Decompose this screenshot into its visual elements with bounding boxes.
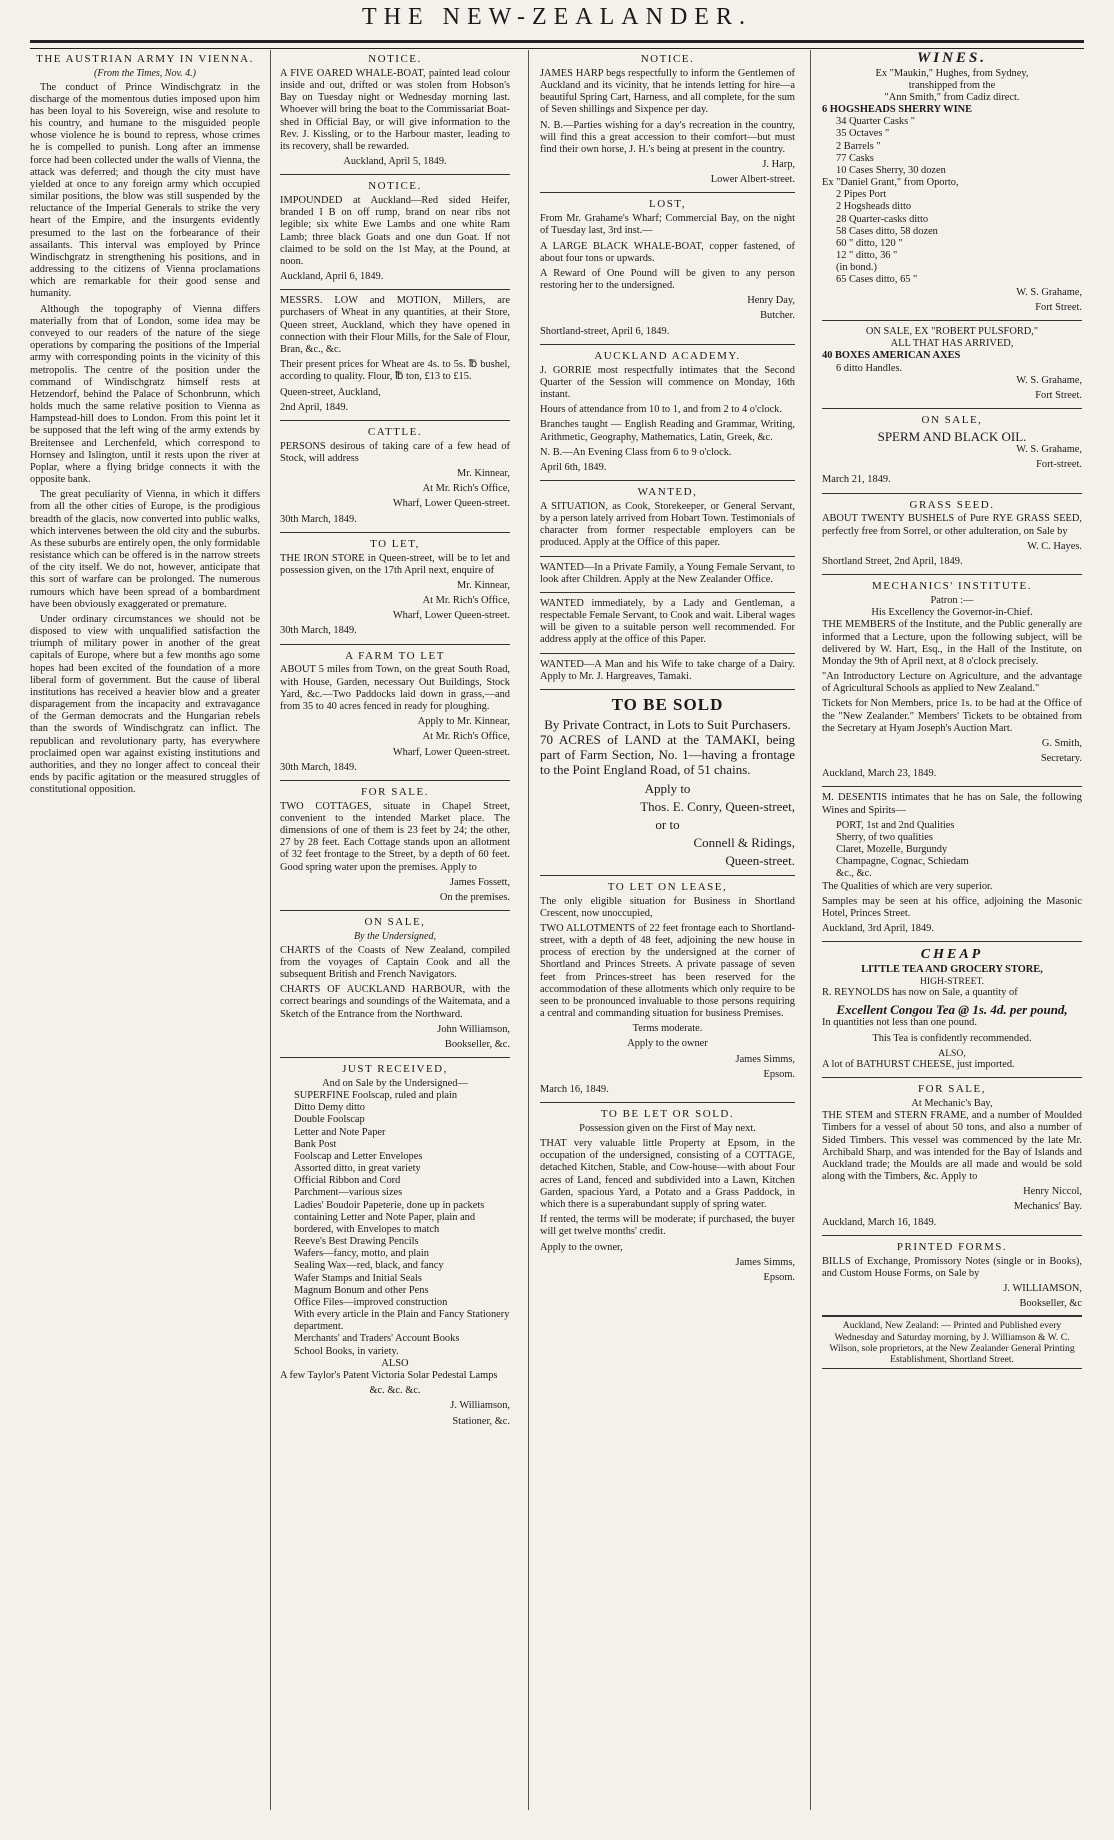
- ad-subheading: At Mechanic's Bay,: [911, 1098, 993, 1110]
- column-4: [822, 50, 1082, 1840]
- ad-line: 10 Cases Sherry, 30 dozen: [836, 164, 946, 176]
- ad-heading: WINES.: [916, 50, 988, 66]
- ad-patron: Patron :—: [930, 595, 974, 606]
- list-item: Office Files—improved construction: [294, 1296, 448, 1308]
- ad-line: 40 BOXES AMERICAN AXES: [822, 350, 961, 362]
- ad-body: If rented, the terms will be moderate; if purchased, the buyer will get twelve months' credit.: [540, 1214, 795, 1238]
- ad-date: Auckland, 3rd April, 1849.: [822, 923, 934, 935]
- ad-sign: John Williamson,: [437, 1023, 510, 1035]
- list-item: 2 Barrels ": [836, 140, 881, 152]
- ad-body: 70 ACRES of LAND at the TAMAKI, being part of Farm Section, No. 1—having a frontage to the Point England Road, of 51 chains.: [540, 732, 795, 778]
- ad-patron-name: His Excellency the Governor-in-Chief.: [871, 607, 1033, 619]
- ad-sign: Wharf, Lower Queen-street.: [392, 498, 510, 510]
- ad-cottages: [280, 786, 510, 904]
- ad-wanted-situation: [540, 486, 795, 550]
- ad-wanted-cook: [540, 598, 795, 647]
- ad-line: SPERM AND BLACK OIL.: [877, 428, 1027, 444]
- ad-sign: W. S. Grahame,: [1016, 444, 1082, 456]
- ad-heading: GRASS SEED.: [909, 498, 995, 511]
- column-3: [540, 50, 795, 1840]
- ad-body: Hours of attendance from 10 to 1, and from 2 to 4 o'clock.: [540, 404, 782, 416]
- list-item: Champagne, Cognac, Schiedam: [836, 856, 969, 868]
- ad-heading: TO LET ON LEASE,: [607, 880, 728, 893]
- ad-farm: [280, 650, 510, 774]
- ad-cattle: [280, 426, 510, 526]
- ad-spring-cart: [540, 53, 795, 186]
- ad-apply: Apply to: [644, 780, 691, 796]
- ad-line: Ex "Daniel Grant," from Oporto,: [822, 177, 959, 189]
- list-item: School Books, in variety.: [294, 1345, 399, 1357]
- ad-sign: G. Smith,: [1041, 737, 1082, 749]
- masthead: THE NEW-ZEALANDER.: [362, 4, 752, 30]
- ad-date: Auckland, March 23, 1849.: [822, 768, 937, 780]
- ad-subheading: HIGH-STREET.: [919, 975, 985, 987]
- ad-date: March 21, 1849.: [822, 474, 891, 486]
- ad-sign: Bookseller, &c.: [444, 1038, 510, 1050]
- ad-body: "An Introductory Lecture on Agriculture, and the advantage of Agricultural Schools as applied to New Zealand.": [822, 671, 1082, 695]
- ad-date: April 6th, 1849.: [540, 461, 607, 473]
- separator: [822, 574, 1082, 575]
- ad-tea-store: [822, 947, 1082, 1071]
- ad-sign: Queen-street.: [725, 853, 795, 869]
- ad-sign: Mechanics' Bay.: [1013, 1201, 1082, 1213]
- ad-sign: Secretary.: [1040, 753, 1082, 765]
- ad-grass-seed: [822, 499, 1082, 569]
- ad-body: IMPOUNDED at Auckland—Red sided Heifer, branded I B on off rump, brand on near ribs not legible; six white Ewe Lambs and one white Ram Lamb; three black Goats and one dun Goat. If not claimed to be sold on the 1st May, at the Pound, at noon.: [280, 195, 510, 267]
- ad-date: Auckland, April 5, 1849.: [343, 156, 447, 168]
- list-item: Claret, Mozelle, Burgundy: [836, 844, 948, 856]
- ad-apply: Apply to the owner: [627, 1038, 708, 1050]
- article-paragraph: The conduct of Prince Windischgratz in the discharge of the momentous duties imposed upon him has been loyal to his Sovereign, wise and resolute to his country, and humane to the misguided people whose violence he is bound to repress, whose crimes he is compelled to punish. Long after an immense force had been collected under the walls of Vienna, the attack was deferred; and though the city must have yielded at once to any foreign army which occupied similar positions, the blow was still suspended by the reluctance of the Imperial Generals to strike the very heart of the Empire, and the insurgents evidently presumed to the last on the forbearance of their assailants. This interval was employed by Prince Windischgratz in strengthening his positions, and in addressing to the citizens of Vienna proclamations which are remarkable for their good sense and humanity.: [30, 81, 260, 300]
- ad-body: THE STEM and STERN FRAME, and a number of Moulded Timbers for a vessel of about 50 tons, and also a number of Sided Timbers. This vessel was commenced by the late Mr. Archibald Sharp, and was intended for the Bay of Islands and Auckland trade; the Moulds are all made and would be sold along with the Timbers, &c. Apply to: [822, 1110, 1082, 1183]
- separator: [280, 532, 510, 533]
- column-divider: [528, 50, 529, 1810]
- list-item: With every article in the Plain and Fancy Stationery department.: [294, 1309, 510, 1333]
- ad-heading: ON SALE,: [921, 414, 983, 427]
- list-item: Magnum Bonum and other Pens: [294, 1284, 429, 1296]
- ad-body: R. REYNOLDS has now on Sale, a quantity of: [822, 987, 1018, 999]
- ad-heading: ON SALE, EX "ROBERT PULSFORD,": [865, 325, 1039, 337]
- ad-body: Samples may be seen at his office, adjoining the Masonic Hotel, Princes Street.: [822, 895, 1082, 919]
- ad-body: ABOUT TWENTY BUSHELS of Pure RYE GRASS SEED, perfectly free from Sorrel, or other adulteration, on Sale by: [822, 513, 1082, 537]
- ad-body: THE IRON STORE in Queen-street, will be to let and possession given, on the 17th April next, enquire of: [280, 552, 510, 576]
- separator: [540, 556, 795, 557]
- list-total: 77 Casks: [836, 152, 874, 164]
- ad-mechanics-institute: [822, 580, 1082, 780]
- ad-body: A SITUATION, as Cook, Storekeeper, or General Servant, by a person lately arrived from Hobart Town. Testimonials of character from former respectable employers can be produced. Apply at the Office of this paper.: [540, 500, 795, 549]
- ad-heading: NOTICE.: [368, 180, 422, 193]
- list-item: Official Ribbon and Cord: [294, 1175, 401, 1187]
- article-paragraph: The great peculiarity of Vienna, in which it differs from all the other cities of Europe, is the prodigious breadth of the glacis, now converted into public walks, which intervenes between the old city and the suburbs. As these suburbs are entirely open, the only formidable resistance which can be offered is in the narrow streets of the city itself. We do not, however, anticipate that this sort of warfare can be prolonged. The numerous rumours which have been spread of a bombardment have been obviously exaggerated or premature.: [30, 489, 260, 610]
- ad-sign: Henry Niccol,: [1023, 1186, 1082, 1198]
- separator: [822, 941, 1082, 942]
- article-title: THE AUSTRIAN ARMY IN VIENNA.: [36, 53, 254, 65]
- ad-wanted-servant: [540, 562, 795, 586]
- ad-body: JAMES HARP begs respectfully to inform the Gentlemen of Auckland and its vicinity, that he intends letting for hire—a beautiful Spring Cart, Harness, and all complete, for the sum of Seven shillings and Sixpence per day.: [540, 67, 795, 116]
- ad-body: BILLS of Exchange, Promissory Notes (single or in Books), and Custom House Forms, on Sale by: [822, 1255, 1082, 1279]
- ad-sign: On the premises.: [439, 891, 510, 903]
- ad-body: MESSRS. LOW and MOTION, Millers, are purchasers of Wheat in any quantities, at their Store, Queen street, Auckland, which they have opened in connection with their Flour Mills, for the Sale of Flour, Bran, &c., &c.: [280, 295, 510, 355]
- ad-sign: Epsom.: [763, 1068, 795, 1080]
- ad-subheading: And on Sale by the Undersigned—: [322, 1077, 468, 1089]
- ad-body: From Mr. Grahame's Wharf; Commercial Bay, on the night of Tuesday last, 3rd inst.—: [540, 213, 795, 237]
- ad-sign: Fort Street.: [1035, 389, 1082, 401]
- ad-body: PERSONS desirous of taking care of a few head of Stock, will address: [280, 440, 510, 464]
- ad-sign: W. S. Grahame,: [1016, 286, 1082, 298]
- ad-body: CHARTS OF AUCKLAND HARBOUR, with the correct bearings and soundings of the Waitemata, and a Sketch of the Entrance from the Northward.: [280, 984, 510, 1020]
- list-item: Wafers—fancy, motto, and plain: [294, 1248, 429, 1260]
- wine-list: [836, 116, 1082, 165]
- separator: [280, 644, 510, 645]
- spirits-list: [836, 820, 1082, 881]
- list-item: Double Foolscap: [294, 1114, 365, 1126]
- ad-date: 30th March, 1849.: [280, 625, 357, 637]
- ad-charts: [280, 916, 510, 1051]
- list-item: 65 Cases ditto, 65 ": [836, 274, 918, 286]
- ad-date: Shortland-street, April 6, 1849.: [540, 325, 670, 337]
- separator: [280, 174, 510, 175]
- ad-sign: Mr. Kinnear,: [457, 579, 510, 591]
- separator: [822, 408, 1082, 409]
- separator: [280, 780, 510, 781]
- ad-date: 2nd April, 1849.: [280, 401, 349, 413]
- list-item: Merchants' and Traders' Account Books: [294, 1333, 460, 1345]
- ad-tea-offer: Excellent Congou Tea @ 1s. 4d. per pound,: [836, 1002, 1068, 1018]
- ad-body: N. B.—An Evening Class from 6 to 9 o'clock.: [540, 446, 732, 458]
- ad-sign: Fort Street.: [1035, 301, 1082, 313]
- ad-heading: CATTLE.: [367, 425, 423, 438]
- ad-heading: LITTLE TEA AND GROCERY STORE,: [861, 963, 1043, 975]
- ad-let-or-sold: [540, 1108, 795, 1284]
- ad-body: Their present prices for Wheat are 4s. to 5s. ℔ bushel, according to quality. Flour, ℔ ton, £13 to £15.: [280, 359, 510, 383]
- separator: [540, 1102, 795, 1103]
- list-item: SUPERFINE Foolscap, ruled and plain: [294, 1090, 458, 1102]
- ad-stern-frame: [822, 1083, 1082, 1229]
- separator: [280, 1057, 510, 1058]
- ad-body: A FIVE OARED WHALE-BOAT, painted lead colour inside and out, drifted or was stolen from Hobson's Bay on Tuesday night or Wednesday morning last. Whoever will bring the boat to the Commissariat Boat-shed in Official Bay, or will give information to the Rev. J. Kissling, or to the Harbour master, leading to its recovery, shall be rewarded.: [280, 67, 510, 152]
- ad-sign: At Mr. Rich's Office,: [422, 483, 510, 495]
- ad-line: Ex "Maukin," Hughes, from Sydney,: [875, 67, 1029, 79]
- list-item: Sherry, of two qualities: [836, 831, 933, 843]
- separator: [540, 344, 795, 345]
- ad-body: The Qualities of which are very superior.: [822, 880, 993, 892]
- ad-wines: [822, 50, 1082, 314]
- ad-body: CHARTS of the Coasts of New Zealand, compiled from the voyages of Captain Cook and all the subsequent British and French Navigators.: [280, 944, 510, 980]
- list-item: Bank Post: [294, 1138, 337, 1150]
- ad-sign: Butcher.: [760, 310, 795, 322]
- list-item: 12 " ditto, 36 ": [836, 250, 898, 262]
- ad-body: A lot of BATHURST CHEESE, just imported.: [822, 1059, 1015, 1070]
- ad-heading: NOTICE.: [368, 53, 422, 65]
- ad-sign: J. Harp,: [762, 159, 795, 171]
- article-source: (From the Times, Nov. 4.): [94, 67, 196, 79]
- column-1: [30, 50, 260, 1840]
- ad-line: "Ann Smith," from Cadiz direct.: [884, 91, 1020, 103]
- ad-sign: W. C. Hayes.: [1027, 540, 1082, 552]
- ad-body: In quantities not less than one pound.: [822, 1017, 977, 1029]
- list-item: Sealing Wax—red, black, and fancy: [294, 1260, 444, 1272]
- ad-sign: W. S. Grahame,: [1016, 374, 1082, 386]
- ad-body: A LARGE BLACK WHALE-BOAT, copper fastened, of about four tons or upwards.: [540, 240, 795, 264]
- separator: [822, 1235, 1082, 1236]
- ad-apply: Apply to the owner,: [540, 1241, 623, 1253]
- ad-sign: James Simms,: [735, 1256, 795, 1268]
- ad-line: transhipped from the: [908, 79, 996, 91]
- ad-desentis: [822, 792, 1082, 935]
- list-item: &c., &c.: [836, 868, 872, 880]
- ad-sign: At Mr. Rich's Office,: [422, 595, 510, 607]
- ad-heading: AUCKLAND ACADEMY.: [594, 349, 741, 362]
- ad-heading: TO LET,: [370, 537, 420, 550]
- ad-sign: Henry Day,: [747, 295, 795, 307]
- separator: [540, 689, 795, 690]
- ad-body: M. DESENTIS intimates that he has on Sale, the following Wines and Spirits—: [822, 792, 1082, 816]
- ad-sign: Wharf, Lower Queen-street.: [392, 610, 510, 622]
- ad-heading: FOR SALE.: [361, 785, 429, 798]
- separator: [540, 653, 795, 654]
- ad-sign: Bookseller, &c: [1019, 1298, 1082, 1310]
- separator: [822, 1077, 1082, 1078]
- ad-also: ALSO: [381, 1357, 409, 1369]
- ad-body: WANTED immediately, by a Lady and Gentleman, a respectable Female Servant, to Cook and wait. Liberal wages will be given to a suitable person well recommended. For address apply at the office of this Paper.: [540, 597, 795, 646]
- ad-iron-store: [280, 538, 510, 638]
- list-item: Reeve's Best Drawing Pencils: [294, 1236, 419, 1248]
- ad-body: Tickets for Non Members, price 1s. to be had at the Office of the "New Zealander." Members' Tickets to be obtained from the Secretary at Hyam Joseph's Auction Mart.: [822, 698, 1082, 734]
- ad-just-received: [280, 1063, 510, 1428]
- ad-sign: Connell & Ridings,: [693, 835, 795, 851]
- ad-body: TWO ALLOTMENTS of 22 feet frontage each to Shortland-street, with a depth of 48 feet, adjoining the new house in process of erection by the undersigned at the corner of Shortland and Princes Streets. A private passage of seven feet from Princes-street has been reserved for the accommodation of these allotments which only require to be seen to be pronounced invaluable to those persons requiring a central and commanding situation for business Premises.: [540, 922, 795, 1020]
- ad-heading: NOTICE.: [640, 53, 695, 65]
- ad-body: WANTED—In a Private Family, a Young Female Servant, to look after Children. Apply at the New Zealander Office.: [540, 561, 795, 585]
- ad-subheading: By the Undersigned,: [354, 930, 436, 942]
- ad-academy: [540, 350, 795, 474]
- ad-heading: MECHANICS' INSTITUTE.: [872, 580, 1032, 593]
- ad-body: The only eligible situation for Business in Shortland Crescent, now unoccupied,: [540, 895, 795, 919]
- ad-heading: CHEAP: [920, 947, 984, 963]
- ad-sign: Stationer, &c.: [452, 1415, 510, 1427]
- separator: [540, 875, 795, 876]
- ad-lost: [540, 198, 795, 337]
- list-item: Parchment—various sizes: [294, 1187, 403, 1199]
- ad-sign: Apply to Mr. Kinnear,: [417, 716, 510, 728]
- ad-heading: TO BE SOLD: [611, 694, 724, 714]
- column-2: [280, 50, 510, 1840]
- separator: [540, 192, 795, 193]
- ad-body: A Reward of One Pound will be given to any person restoring her to the undersigned.: [540, 267, 795, 292]
- ad-oil: [822, 414, 1082, 487]
- ad-subheading: ALL THAT HAS ARRIVED,: [890, 338, 1014, 350]
- article-paragraph: Under ordinary circumstances we should not be disposed to view with unqualified satisfaction the triumph of military power in another of the great capitals of Europe, where but a few months ago some hopes had been excited of the foundation of a more liberal form of government. But the cause of liberal institutions has received a heavier blow and a greater disparagement from the incapacity and extravagance of the German democrats and the Hungarian rebels than the swords of Windischgratz can inflict. The republican and revolutionary party, has everywhere proclaimed open war against existing institutions and authorities, and they no longer affect to conceal their ends by pacific agitation or the measured struggles of constitutional opposition.: [30, 613, 260, 796]
- stationery-list: [294, 1090, 510, 1358]
- imprint-footer: Auckland, New Zealand: — Printed and Published every Wednesday and Saturday morning, by J. Williamson & W. C. Wilson, sole proprietors, at the New Zealander General Printing Establishment, Shortland Street.: [822, 1315, 1082, 1369]
- ad-sign: James Simms,: [735, 1053, 795, 1065]
- list-item: 58 Cases ditto, 58 dozen: [836, 225, 938, 237]
- ad-sign: J. Williamson,: [450, 1400, 510, 1412]
- ad-date: Auckland, March 16, 1849.: [822, 1216, 937, 1228]
- list-item: 60 " ditto, 120 ": [836, 237, 903, 249]
- ad-printed-forms: [822, 1241, 1082, 1311]
- ad-body: This Tea is confidently recommended.: [872, 1032, 1032, 1044]
- separator: [280, 420, 510, 421]
- ad-sign: At Mr. Rich's Office,: [422, 731, 510, 743]
- ad-subheading: Possession given on the First of May next.: [579, 1122, 756, 1134]
- ad-heading: JUST RECEIVED,: [342, 1063, 448, 1076]
- ad-or: or to: [655, 817, 680, 833]
- ad-heading: A FARM TO LET: [345, 649, 445, 662]
- column-divider: [810, 50, 811, 1810]
- ad-axes: [822, 326, 1082, 402]
- ad-sign: J. WILLIAMSON,: [1003, 1282, 1082, 1294]
- ad-also: ALSO,: [938, 1047, 966, 1059]
- ad-heading: ON SALE,: [364, 916, 426, 929]
- separator: [540, 592, 795, 593]
- ad-land-sale: [540, 695, 795, 869]
- ad-sign: James Fossett,: [449, 876, 510, 888]
- ad-sign: Thos. E. Conry, Queen-street,: [640, 798, 795, 814]
- ad-sign: Lower Albert-street.: [710, 174, 795, 186]
- ad-body: A few Taylor's Patent Victoria Solar Pedestal Lamps: [280, 1370, 498, 1381]
- separator: [280, 910, 510, 911]
- ad-date: March 16, 1849.: [540, 1083, 609, 1095]
- list-item: Ditto Demy ditto: [294, 1102, 365, 1114]
- ad-heading: PRINTED FORMS.: [896, 1240, 1008, 1253]
- ad-body: WANTED—A Man and his Wife to take charge of a Dairy. Apply to Mr. J. Hargreaves, Tamaki.: [540, 658, 795, 682]
- list-item: 35 Octaves ": [836, 128, 890, 140]
- masthead-rule: [30, 40, 1084, 49]
- ad-date: Auckland, April 6, 1849.: [280, 271, 384, 283]
- list-item: (in bond.): [836, 262, 877, 274]
- ad-heading: WANTED,: [637, 486, 698, 499]
- ad-subheading: By Private Contract, in Lots to Suit Purchasers.: [544, 716, 791, 732]
- ad-body: Branches taught — English Reading and Grammar, Writing, Arithmetic, Geography, Mathematics, Latin, Greek, &c.: [540, 419, 795, 443]
- ad-terms: Terms moderate.: [632, 1023, 703, 1035]
- ad-body: ABOUT 5 miles from Town, on the great South Road, with House, Garden, necessary Out Buildings, Stock Yard, &c.—Two Paddocks laid down in grass,—and from 35 to 40 acres fenced in ready for ploughing.: [280, 664, 510, 712]
- ad-line: 6 HOGSHEADS SHERRY WINE: [822, 104, 973, 116]
- list-item: 2 Pipes Port: [836, 189, 887, 201]
- ad-heading: TO BE LET OR SOLD.: [600, 1108, 735, 1121]
- column-divider: [270, 50, 271, 1810]
- ad-low-motion: [280, 295, 510, 414]
- ad-impounded-notice: [280, 180, 510, 283]
- wine-list: [836, 189, 1082, 286]
- ad-etc: &c. &c. &c.: [369, 1385, 421, 1397]
- list-item: 28 Quarter-casks ditto: [836, 213, 929, 225]
- list-item: Letter and Note Paper: [294, 1126, 386, 1138]
- ad-date: 30th March, 1849.: [280, 513, 357, 525]
- list-item: Foolscap and Letter Envelopes: [294, 1150, 423, 1162]
- list-item: Wafer Stamps and Initial Seals: [294, 1272, 422, 1284]
- ad-sign: Fort-street.: [1036, 459, 1082, 471]
- ad-whaleboat-notice: [280, 53, 510, 168]
- ad-heading: FOR SALE,: [918, 1083, 986, 1096]
- ad-sign: Queen-street, Auckland,: [280, 386, 381, 398]
- ad-heading: LOST,: [649, 198, 686, 211]
- ad-sign: Mr. Kinnear,: [457, 468, 510, 480]
- ad-date: 30th March, 1849.: [280, 761, 357, 773]
- ad-wanted-dairy: [540, 659, 795, 683]
- separator: [822, 786, 1082, 787]
- ad-body: J. GORRIE most respectfully intimates that the Second Quarter of the Session will commence on Monday, 16th instant.: [540, 364, 795, 401]
- ad-body: THE MEMBERS of the Institute, and the Public generally are informed that a Lecture, upon the following subject, will be delivered by W. Hart, Esq., in the Hall of the Institute, on Monday the 9th of April next, at 8 o'clock precisely.: [822, 619, 1082, 667]
- list-item: PORT, 1st and 2nd Qualities: [836, 819, 955, 831]
- separator: [280, 289, 510, 290]
- ad-body: THAT very valuable little Property at Epsom, in the occupation of the undersigned, consisting of a COTTAGE, detached Kitchen, Stable, and Cow-house—with about Four acres of Land, fenced and subdivided into a Lawn, Kitchen Garden, spacious Yard, a Potato and a Grass Paddock, in which there is a superabundant supply of spring water.: [540, 1138, 795, 1210]
- separator: [540, 480, 795, 481]
- list-item: 2 Hogsheads ditto: [836, 201, 912, 213]
- ad-lease: [540, 881, 795, 1096]
- ad-sign: Wharf, Lower Queen-street.: [392, 746, 510, 758]
- list-item: Ladies' Boudoir Papeterie, done up in packets containing Letter and Note Paper, plain and bordered, with Envelopes to match: [294, 1199, 485, 1235]
- article-paragraph: Although the topography of Vienna differs materially from that of London, some idea may be conveyed to our readers of the nature of the siege operations by comparing the positions of the Imperial army with corresponding points in the vicinity of this metropolis. The centre of the position under the command of Windischgratz himself rests at Hetzendorf, behind the Palace of Schonbrunn, which holds much the same relative position to Vienna as Hampstead-hill does to London. From this point let it be supposed that the left wing of the army extends by Breitensee and Lerchenfeld, which correspond to Hornsey and Islington, until it rests upon the river at Poplar, where a flying bridge connects it with the opposite bank.: [30, 303, 260, 486]
- list-item: 34 Quarter Casks ": [836, 116, 915, 128]
- separator: [822, 320, 1082, 321]
- ad-sign: Epsom.: [763, 1271, 795, 1283]
- ad-date: Shortland Street, 2nd April, 1849.: [822, 555, 963, 567]
- ad-line: 6 ditto Handles.: [836, 362, 903, 374]
- list-item: Assorted ditto, in great variety: [294, 1163, 421, 1175]
- ad-body: N. B.—Parties wishing for a day's recreation in the country, will find this a great accession to their comfort—but must find their own horse, J. H.'s being at present in the country.: [540, 119, 795, 155]
- separator: [822, 493, 1082, 494]
- ad-body: TWO COTTAGES, situate in Chapel Street, convenient to the intended Market place. The dimensions of one of them is 23 feet by 24; the other, 27 by 28 feet. Each Cottage stands upon an allotment of 32 feet frontage to the Street, by a depth of 60 feet. Good spring water upon the premises. Apply to: [280, 800, 510, 873]
